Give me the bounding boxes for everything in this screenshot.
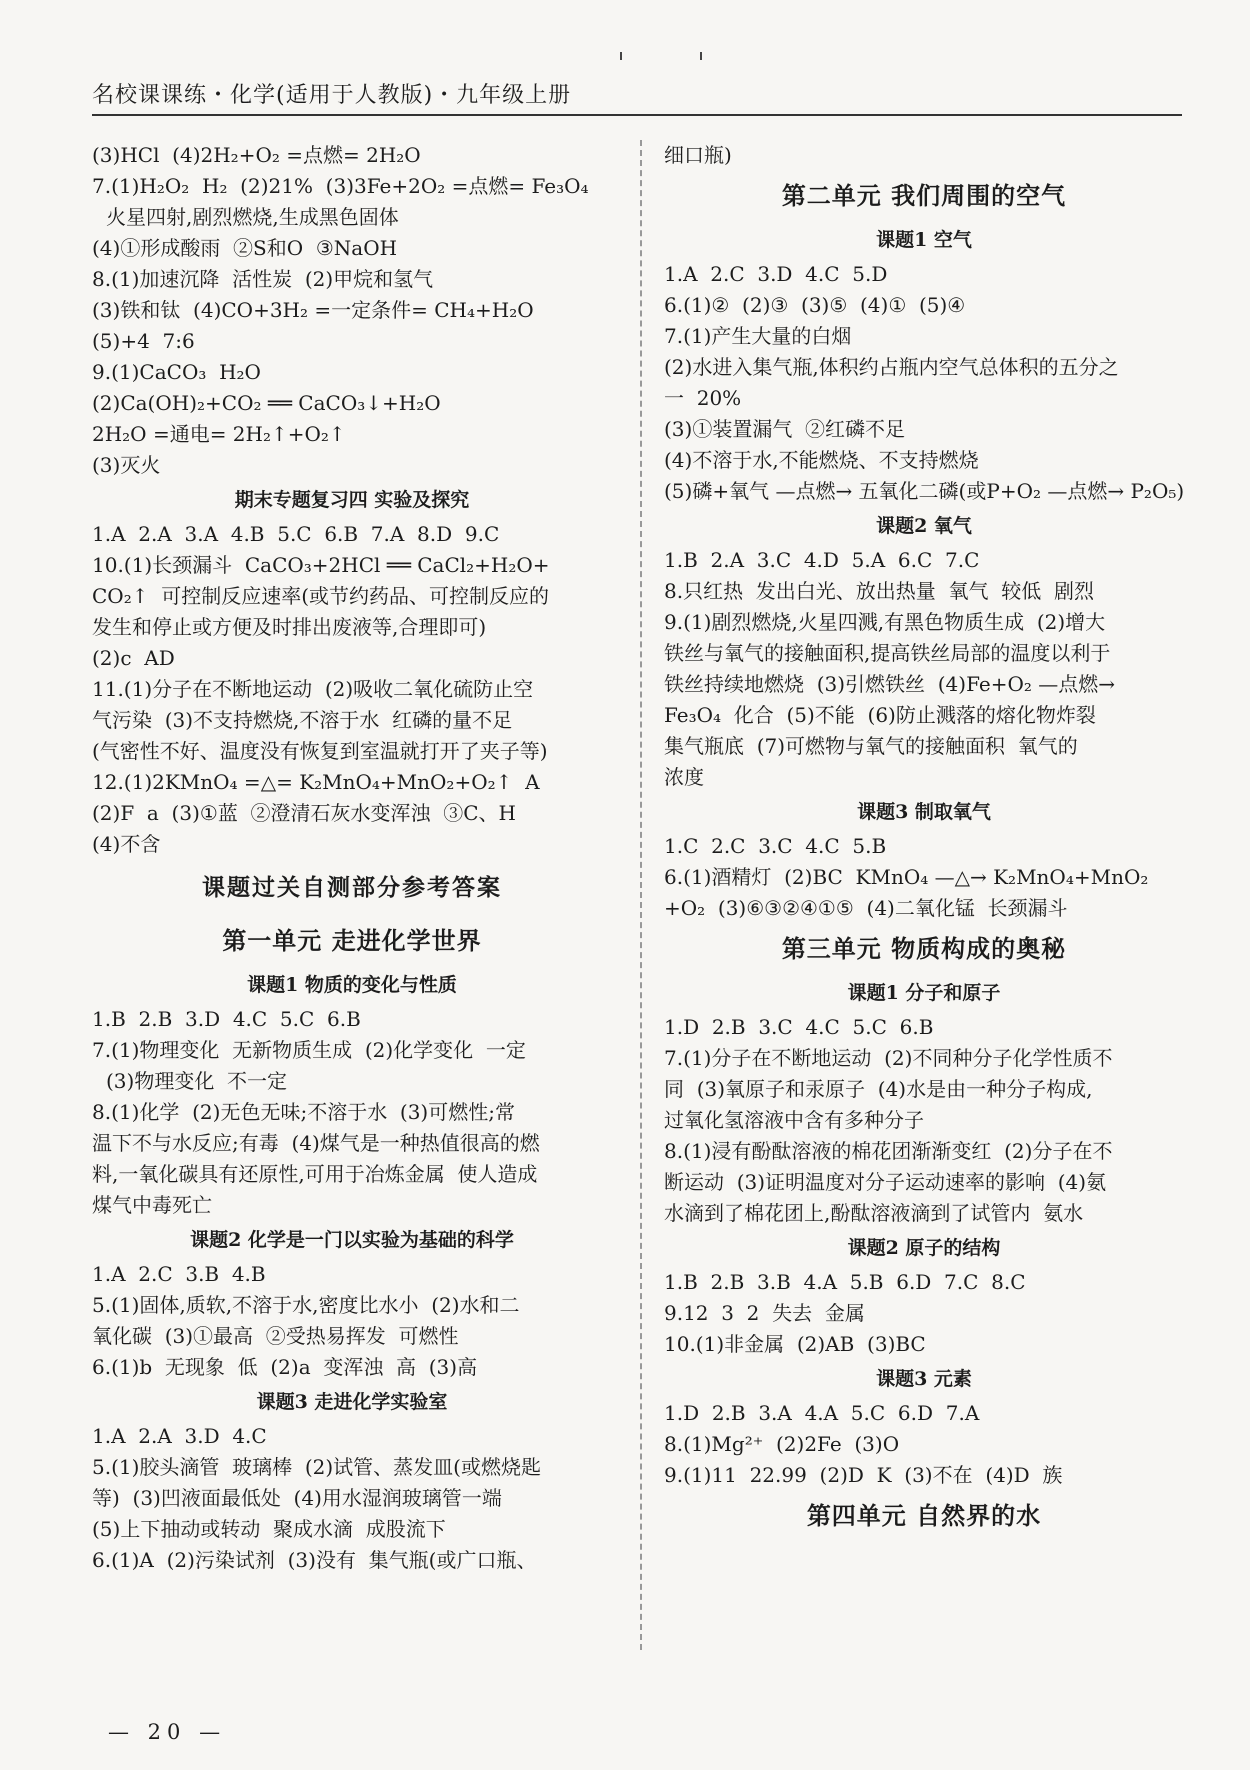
answer-line: 5.(1)固体,质软,不溶于水,密度比水小 (2)水和二 (92, 1293, 520, 1317)
answer-line: 集气瓶底 (7)可燃物与氧气的接触面积 氧气的 (664, 734, 1078, 758)
answer-line: 火星四射,剧烈燃烧,生成黑色固体 (106, 205, 399, 229)
answer-line: 7.(1)产生大量的白烟 (664, 324, 852, 348)
answer-line: 9.12 3 2 失去 金属 (664, 1301, 865, 1325)
answer-line: (5)磷+氧气 —点燃→ 五氧化二磷(或P+O₂ —点燃→ P₂O₅) (664, 479, 1185, 503)
page-number: — 20 — (108, 1720, 227, 1744)
answer-line: 9.(1)剧烈燃烧,火星四溅,有黑色物质生成 (2)增大 (664, 610, 1106, 634)
answer-line: 过氧化氢溶液中含有多种分子 (664, 1108, 924, 1132)
answer-line: 一 20% (664, 386, 742, 410)
scan-mark (620, 52, 622, 60)
answer-line: 9.(1)CaCO₃ H₂O (92, 360, 261, 384)
answer-line: (4)不含 (92, 832, 161, 856)
answer-line: 8.(1)加速沉降 活性炭 (2)甲烷和氢气 (92, 267, 434, 291)
column-divider (640, 140, 642, 1650)
answer-line: (气密性不好、温度没有恢复到室温就打开了夹子等) (92, 739, 548, 763)
topic-heading: 课题1 空气 (876, 229, 972, 251)
answer-line: 8.(1)Mg²⁺ (2)2Fe (3)O (664, 1432, 900, 1456)
topic-heading: 课题1 物质的变化与性质 (247, 974, 457, 996)
answer-line: 8.(1)化学 (2)无色无味;不溶于水 (3)可燃性;常 (92, 1100, 515, 1124)
left-column (92, 140, 612, 1576)
answer-line: 6.(1)② (2)③ (3)⑤ (4)① (5)④ (664, 293, 966, 317)
answer-line: 水滴到了棉花团上,酚酞溶液滴到了试管内 氨水 (664, 1201, 1084, 1225)
answer-line: (5)上下抽动或转动 聚成水滴 成股流下 (92, 1517, 446, 1541)
answer-line: (4)①形成酸雨 ②S和O ③NaOH (92, 236, 398, 260)
answer-line: 细口瓶) (664, 143, 732, 167)
unit-heading: 第一单元 走进化学世界 (222, 926, 482, 955)
section-heading: 课题过关自测部分参考答案 (202, 874, 502, 901)
topic-heading: 课题3 走进化学实验室 (256, 1391, 448, 1413)
answer-line: 7.(1)分子在不断地运动 (2)不同种分子化学性质不 (664, 1046, 1113, 1070)
answer-line: 温下不与水反应;有毒 (4)煤气是一种热值很高的燃 (92, 1131, 540, 1155)
topic-heading: 课题2 氧气 (876, 515, 972, 537)
answer-line: 浓度 (664, 765, 704, 789)
answer-line: (3)物理变化 不一定 (106, 1069, 288, 1093)
answer-line: 气污染 (3)不支持燃烧,不溶于水 红磷的量不足 (92, 708, 513, 732)
answer-line: 发生和停止或方便及时排出废液等,合理即可) (92, 615, 487, 639)
answer-line: 6.(1)A (2)污染试剂 (3)没有 集气瓶(或广口瓶、 (92, 1548, 537, 1572)
answer-line: 断运动 (3)证明温度对分子运动速率的影响 (4)氨 (664, 1170, 1107, 1194)
topic-heading: 课题3 制取氧气 (857, 801, 991, 823)
page-header: 名校课课练・化学(适用于人教版)・九年级上册 (92, 83, 572, 108)
topic-heading: 课题2 化学是一门以实验为基础的科学 (190, 1229, 514, 1251)
answer-line: Fe₃O₄ 化合 (5)不能 (6)防止溅落的熔化物炸裂 (664, 703, 1096, 727)
topic-heading: 课题3 元素 (876, 1368, 972, 1390)
answer-line: 9.(1)11 22.99 (2)D K (3)不在 (4)D 族 (664, 1463, 1063, 1487)
answer-line: (5)+4 7:6 (92, 329, 195, 353)
answer-line: CO₂↑ 可控制反应速率(或节约药品、可控制反应的 (92, 584, 549, 608)
unit-heading: 第四单元 自然界的水 (806, 1501, 1042, 1530)
answer-line: (4)不溶于水,不能燃烧、不支持燃烧 (664, 448, 979, 472)
answer-line: 10.(1)长颈漏斗 CaCO₃+2HCl ══ CaCl₂+H₂O+ (92, 553, 550, 577)
answer-line: 1.B 2.B 3.B 4.A 5.B 6.D 7.C 8.C (664, 1270, 1026, 1294)
answer-line: 同 (3)氧原子和汞原子 (4)水是由一种分子构成, (664, 1077, 1093, 1101)
header-rule (92, 114, 1182, 116)
answer-line: 7.(1)物理变化 无新物质生成 (2)化学变化 一定 (92, 1038, 526, 1062)
answer-line: 2H₂O =通电= 2H₂↑+O₂↑ (92, 422, 346, 446)
answer-line: 1.B 2.A 3.C 4.D 5.A 6.C 7.C (664, 548, 980, 572)
answer-line: 1.A 2.A 3.A 4.B 5.C 6.B 7.A 8.D 9.C (92, 522, 500, 546)
answer-line: 6.(1)酒精灯 (2)BC KMnO₄ —△→ K₂MnO₄+MnO₂ (664, 865, 1149, 889)
answer-line: 1.C 2.C 3.C 4.C 5.B (664, 834, 887, 858)
answer-line: (2)Ca(OH)₂+CO₂ ══ CaCO₃↓+H₂O (92, 391, 441, 415)
answer-line: (3)HCl (4)2H₂+O₂ =点燃= 2H₂O (92, 143, 421, 167)
answer-line: (3)灭火 (92, 453, 161, 477)
answer-line: +O₂ (3)⑥③②④①⑤ (4)二氧化锰 长颈漏斗 (664, 896, 1068, 920)
topic-heading: 课题2 原子的结构 (847, 1237, 1001, 1259)
answer-line: 1.D 2.B 3.C 4.C 5.C 6.B (664, 1015, 934, 1039)
answer-line: (2)F a (3)①蓝 ②澄清石灰水变浑浊 ③C、H (92, 801, 516, 825)
answer-line: 10.(1)非金属 (2)AB (3)BC (664, 1332, 926, 1356)
answer-line: 氧化碳 (3)①最高 ②受热易挥发 可燃性 (92, 1324, 459, 1348)
answer-line: (2)水进入集气瓶,体积约占瓶内空气总体积的五分之 (664, 355, 1119, 379)
answer-line: 7.(1)H₂O₂ H₂ (2)21% (3)3Fe+2O₂ =点燃= Fe₃O₄ (92, 174, 589, 198)
answer-line: 1.A 2.C 3.B 4.B (92, 1262, 266, 1286)
answer-line: 煤气中毒死亡 (92, 1193, 212, 1217)
answer-line: 铁丝与氧气的接触面积,提高铁丝局部的温度以利于 (664, 641, 1111, 665)
topic-heading: 期末专题复习四 实验及探究 (234, 489, 470, 511)
answer-line: (2)c AD (92, 646, 175, 670)
answer-line: (3)①装置漏气 ②红磷不足 (664, 417, 906, 441)
answer-line: 11.(1)分子在不断地运动 (2)吸收二氧化硫防止空 (92, 677, 534, 701)
answer-line: 料,一氧化碳具有还原性,可用于冶炼金属 使人造成 (92, 1162, 538, 1186)
answer-line: 8.只红热 发出白光、放出热量 氧气 较低 剧烈 (664, 579, 1094, 603)
answer-line: 12.(1)2KMnO₄ =△= K₂MnO₄+MnO₂+O₂↑ A (92, 770, 540, 794)
answer-line: 1.B 2.B 3.D 4.C 5.C 6.B (92, 1007, 361, 1031)
right-column (664, 140, 1184, 1541)
answer-line: 1.A 2.C 3.D 4.C 5.D (664, 262, 888, 286)
answer-line: (3)铁和钛 (4)CO+3H₂ =一定条件= CH₄+H₂O (92, 298, 534, 322)
answer-line: 铁丝持续地燃烧 (3)引燃铁丝 (4)Fe+O₂ —点燃→ (664, 672, 1115, 696)
answer-line: 8.(1)浸有酚酞溶液的棉花团渐渐变红 (2)分子在不 (664, 1139, 1113, 1163)
answer-line: 等) (3)凹液面最低处 (4)用水湿润玻璃管一端 (92, 1486, 502, 1510)
unit-heading: 第二单元 我们周围的空气 (781, 181, 1067, 210)
answer-line: 1.A 2.A 3.D 4.C (92, 1424, 267, 1448)
answer-line: 5.(1)胶头滴管 玻璃棒 (2)试管、蒸发皿(或燃烧匙 (92, 1455, 541, 1479)
scan-mark (700, 52, 702, 60)
topic-heading: 课题1 分子和原子 (847, 982, 1001, 1004)
answer-line: 1.D 2.B 3.A 4.A 5.C 6.D 7.A (664, 1401, 980, 1425)
unit-heading: 第三单元 物质构成的奥秘 (781, 934, 1067, 963)
answer-line: 6.(1)b 无现象 低 (2)a 变浑浊 高 (3)高 (92, 1355, 478, 1379)
